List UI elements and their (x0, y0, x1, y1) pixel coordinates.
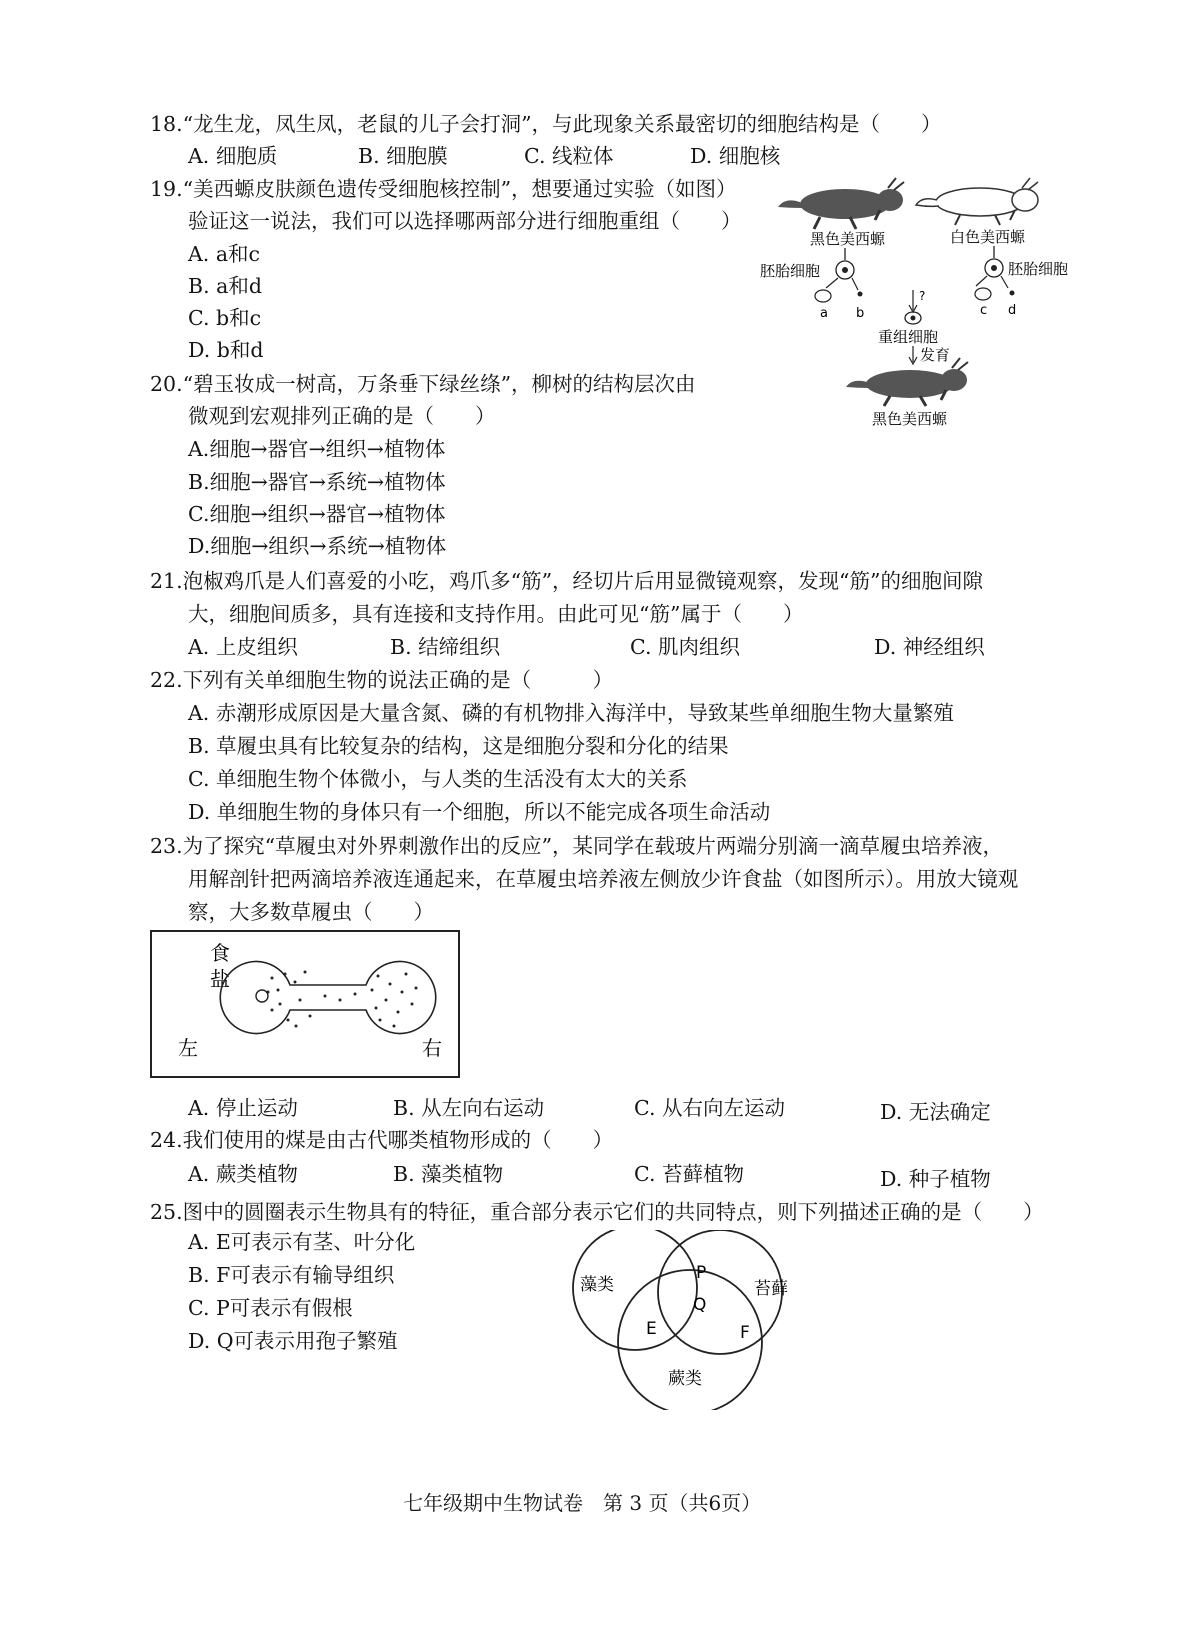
q20-option-c: C.细胞→组织→器官→植物体 (188, 502, 446, 526)
part-b-nucleus (858, 292, 863, 297)
q21-option-a: A. 上皮组织 (188, 635, 298, 659)
label-d: d (1008, 303, 1017, 318)
venn-label-moss: 苔藓 (754, 1279, 788, 1299)
q22-option-d: D. 单细胞生物的身体只有一个细胞，所以不能完成各项生命活动 (188, 800, 771, 824)
venn-label-algae: 藻类 (580, 1275, 614, 1295)
page-footer: 七年级期中生物试卷 第 3 页（共6页） (403, 1491, 762, 1515)
q24-option-a: A. 蕨类植物 (188, 1162, 298, 1186)
label-a: a (820, 306, 828, 321)
q20-option-d: D.细胞→组织→系统→植物体 (188, 534, 447, 558)
q18-option-c: C. 线粒体 (524, 144, 614, 168)
question-mark: ? (919, 289, 926, 303)
venn-label-fern: 蕨类 (668, 1369, 702, 1389)
q19-stem-line1: 19.“美西螈皮肤颜色遗传受细胞核控制”，想要通过实验（如图） (150, 177, 737, 201)
q24-option-b: B. 藻类植物 (393, 1162, 504, 1186)
recombined-cell-label: 重组细胞 (878, 328, 939, 346)
q25-option-b: B. F可表示有输导组织 (188, 1263, 395, 1287)
salt-label-1: 食 (210, 941, 230, 965)
q22-option-c: C. 单细胞生物个体微小，与人类的生活没有太大的关系 (188, 767, 688, 791)
salt-crystal (256, 990, 268, 1002)
q23-stem-line3: 察，大多数草履虫（ ） (188, 900, 434, 924)
develop-label: 发育 (920, 346, 951, 364)
part-d-nucleus (1010, 291, 1015, 296)
q19-option-b: B. a和d (188, 274, 262, 298)
q23-stem-line2: 用解剖针把两滴培养液连通起来，在草履虫培养液左侧放少许食盐（如图所示）。用放大镜观 (188, 867, 1019, 891)
right-label: 右 (422, 1036, 442, 1060)
q25-stem: 25.图中的圆圈表示生物具有的特征，重合部分表示它们的共同特点，则下列描述正确的是（ ） (150, 1200, 1044, 1224)
white-axolotl-illustration (916, 178, 1038, 225)
result-axolotl-illustration (846, 358, 968, 406)
paramecia-dots (267, 971, 418, 1028)
part-a-cytoplasm (815, 290, 831, 302)
q18-stem: 18.“龙生龙，凤生凤，老鼠的儿子会打洞”，与此现象关系最密切的细胞结构是（ ） (150, 112, 942, 136)
salt-label-2: 盐 (210, 967, 230, 991)
q22-option-b: B. 草履虫具有比较复杂的结构，这是细胞分裂和分化的结果 (188, 734, 729, 758)
q21-option-b: B. 结缔组织 (390, 635, 501, 659)
black-axolotl-label: 黑色美西螈 (810, 230, 886, 248)
left-label: 左 (178, 1036, 198, 1060)
q24-option-d: D. 种子植物 (880, 1167, 991, 1191)
q24-stem: 24.我们使用的煤是由古代哪类植物形成的（ ） (150, 1128, 614, 1152)
q19-option-c: C. b和c (188, 306, 262, 330)
venn-region-P: P (696, 1263, 707, 1283)
q20-option-a: A.细胞→器官→组织→植物体 (188, 437, 446, 461)
q20-stem-line1: 20.“碧玉妆成一树高，万条垂下绿丝绦”，柳树的结构层次由 (150, 372, 696, 396)
label-c: c (980, 303, 988, 318)
left-embryo-cell-label: 胚胎细胞 (760, 262, 821, 280)
q22-option-a: A. 赤潮形成原因是大量含氮、磷的有机物排入海洋中，导致某些单细胞生物大量繁殖 (188, 701, 954, 725)
q21-stem-line2: 大，细胞间质多，具有连接和支持作用。由此可见“筋”属于（ ） (188, 602, 804, 626)
q18-option-d: D. 细胞核 (690, 144, 781, 168)
q21-option-c: C. 肌肉组织 (630, 635, 740, 659)
result-axolotl-label: 黑色美西螈 (872, 410, 948, 428)
q23-option-c: C. 从右向左运动 (634, 1096, 785, 1120)
part-c-cytoplasm (975, 288, 991, 300)
white-axolotl-label: 白色美西螈 (950, 228, 1026, 246)
q19-stem-line2: 验证这一说法，我们可以选择哪两部分进行细胞重组（ ） (188, 209, 742, 233)
q21-stem-line1: 21.泡椒鸡爪是人们喜爱的小吃，鸡爪多“筋”，经切片后用显微镜观察，发现“筋”的细胞间隙 (150, 569, 984, 593)
q25-option-d: D. Q可表示用孢子繁殖 (188, 1329, 398, 1353)
q23-stem-line1: 23.为了探究“草履虫对外界刺激作出的反应”，某同学在载玻片两端分别滴一滴草履虫培养液， (150, 834, 1004, 858)
venn-region-F: F (740, 1323, 750, 1343)
q21-option-d: D. 神经组织 (874, 635, 985, 659)
q18-option-b: B. 细胞膜 (358, 144, 448, 168)
venn-region-E: E (646, 1319, 657, 1339)
label-b: b (856, 306, 865, 321)
q25-venn-diagram (560, 1230, 800, 1410)
q19-option-d: D. b和d (188, 338, 264, 362)
q19-option-a: A. a和c (188, 242, 261, 266)
q23-slide-figure (150, 930, 462, 1080)
q20-option-b: B.细胞→器官→系统→植物体 (188, 470, 446, 494)
black-axolotl-illustration (778, 178, 904, 229)
q23-option-b: B. 从左向右运动 (393, 1096, 545, 1120)
q25-option-c: C. P可表示有假根 (188, 1296, 353, 1320)
venn-region-Q: Q (693, 1295, 707, 1315)
q23-option-a: A. 停止运动 (188, 1096, 298, 1120)
q23-option-d: D. 无法确定 (880, 1100, 991, 1124)
right-embryo-cell-label: 胚胎细胞 (1008, 260, 1069, 278)
q25-option-a: A. E可表示有茎、叶分化 (188, 1230, 416, 1254)
q18-option-a: A. 细胞质 (188, 144, 278, 168)
q22-stem: 22.下列有关单细胞生物的说法正确的是（ ） (150, 668, 614, 692)
culture-drops (220, 962, 436, 1034)
q19-axolotl-figure (750, 172, 1100, 442)
q20-stem-line2: 微观到宏观排列正确的是（ ） (188, 404, 496, 428)
q24-option-c: C. 苔藓植物 (634, 1162, 744, 1186)
